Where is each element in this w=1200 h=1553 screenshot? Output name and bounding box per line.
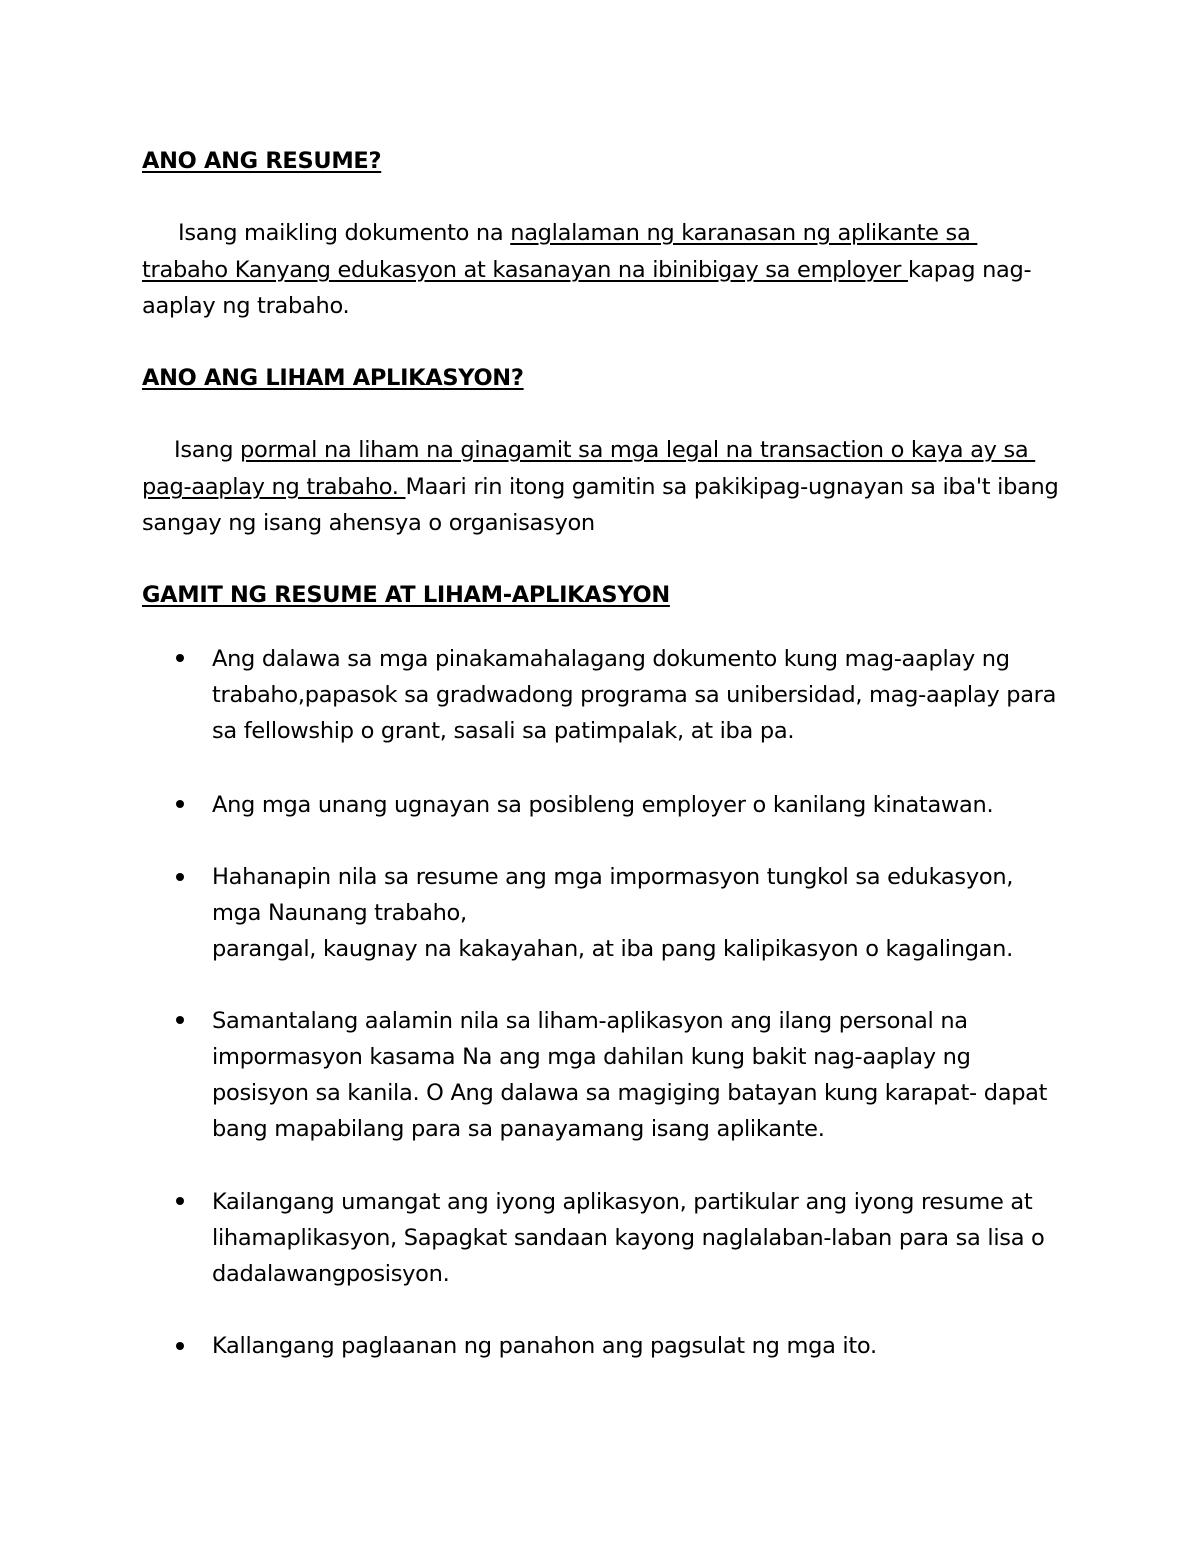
list-item-line: trabaho,papasok sa gradwadong programa sa unibersidad, mag-aaplay para: [212, 682, 1057, 708]
liham-para-line-3: sangay ng isang ahensya o organisasyon: [142, 510, 595, 536]
list-item-line: Ang dalawa sa mga pinakamahalagang dokumento kung mag-aaplay ng: [212, 646, 1010, 672]
bullet-icon: [176, 1342, 184, 1350]
resume-para-line-2-text: kapag nag-: [907, 257, 1032, 283]
heading-liham-aplikasyon: ANO ANG LIHAM APLIKASYON?: [142, 365, 524, 391]
liham-para-line-2: [142, 472, 1059, 502]
list-item-line: Kailangang umangat ang iyong aplikasyon, partikular ang iyong resume at: [212, 1189, 1033, 1215]
list-item-line: bang mapabilang para sa panayamang isang aplikante.: [212, 1116, 825, 1142]
liham-para-line-2-text: Maari rin itong gamitin sa pakikipag-ugnayan sa iba't ibang: [405, 474, 1059, 500]
heading-resume: ANO ANG RESUME?: [142, 148, 382, 174]
list-item-line: Kallangang paglaanan ng panahon ang pagsulat ng mga ito.: [212, 1333, 877, 1359]
resume-para-line-2-underlined: trabaho Kanyang edukasyon at kasanayan na ibinibigay sa employer: [142, 257, 908, 283]
liham-para-line-1: [174, 435, 1035, 465]
list-item-line: impormasyon kasama Na ang mga dahilan kung bakit nag-aaplay ng: [212, 1044, 971, 1070]
list-item-line: lihamaplikasyon, Sapagkat sandaan kayong naglalaban-laban para sa lisa o: [212, 1225, 1045, 1251]
resume-para-line-1: [178, 218, 977, 248]
list-item-line: dadalawangposisyon.: [212, 1261, 450, 1287]
liham-para-line-1-underlined: pormal na liham na ginagamit sa mga legal na transaction o kaya ay sa: [240, 437, 1036, 463]
liham-para-line-2-underlined: pag-aaplay ng trabaho.: [142, 474, 406, 500]
bullet-icon: [176, 654, 184, 662]
resume-para-line-3: aaplay ng trabaho.: [142, 293, 350, 319]
bullet-icon: [176, 1016, 184, 1024]
bullet-icon: [176, 873, 184, 881]
list-item-line: Samantalang aalamin nila sa liham-aplikasyon ang ilang personal na: [212, 1008, 968, 1034]
list-item-line: mga Naunang trabaho,: [212, 900, 467, 926]
liham-para-line-1-text: Isang: [174, 437, 241, 463]
list-item-line: parangal, kaugnay na kakayahan, at iba pang kalipikasyon o kagalingan.: [212, 936, 1013, 962]
bullet-icon: [176, 800, 184, 808]
resume-para-line-1-text: Isang maikling dokumento na: [178, 220, 511, 246]
resume-para-line-2: [142, 255, 1031, 285]
resume-para-line-1-underlined: naglalaman ng karanasan ng aplikante sa: [510, 220, 978, 246]
list-item-line: sa fellowship o grant, sasali sa patimpalak, at iba pa.: [212, 718, 795, 744]
list-item-line: Ang mga unang ugnayan sa posibleng employer o kanilang kinatawan.: [212, 792, 994, 818]
bullet-icon: [176, 1197, 184, 1205]
list-item-line: Hahanapin nila sa resume ang mga impormasyon tungkol sa edukasyon,: [212, 864, 1014, 890]
heading-gamit: GAMIT NG RESUME AT LIHAM-APLIKASYON: [142, 582, 670, 608]
list-item-line: posisyon sa kanila. O Ang dalawa sa magiging batayan kung karapat- dapat: [212, 1080, 1048, 1106]
